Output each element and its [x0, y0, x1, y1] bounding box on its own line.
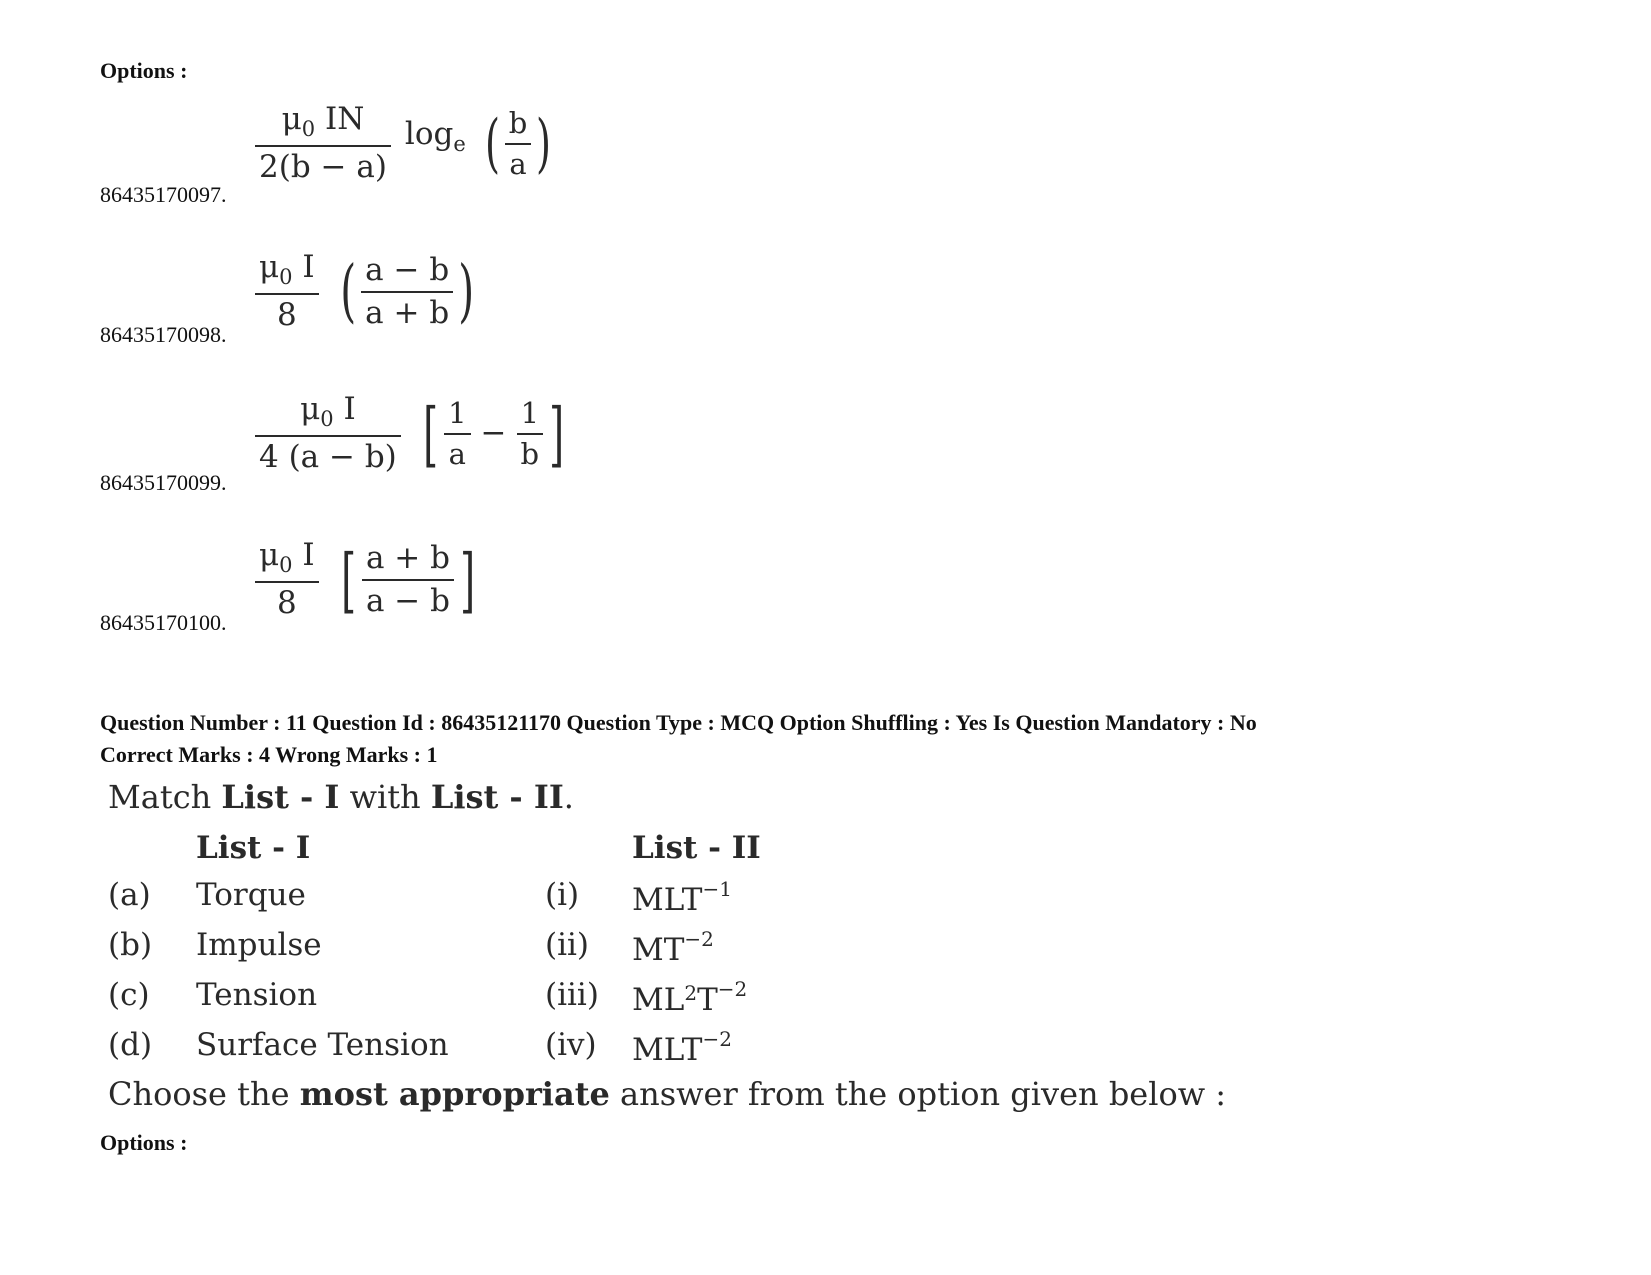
list2-header: List - II [632, 830, 761, 866]
list1-key: (a) [108, 877, 151, 913]
option-id: 86435170097. [100, 182, 227, 207]
question-marks: Correct Marks : 4 Wrong Marks : 1 [100, 742, 438, 767]
list1-key: (d) [108, 1027, 153, 1063]
fraction: $\frac{1}{b}$ [517, 399, 544, 469]
option-id: 86435170100. [100, 610, 227, 635]
options-heading: Options : [100, 58, 188, 83]
list1-header: List - I [196, 830, 311, 866]
list2-item: $ML^2T^{-2}$ [632, 977, 748, 1018]
list2-key: (i) [545, 877, 580, 913]
fraction: $\frac{b}{a}$ [505, 109, 532, 179]
list1-item: Surface Tension [196, 1027, 449, 1063]
instruction: Choose the most appropriate answer from the option given below : [108, 1075, 1227, 1113]
list2-item: $MLT^{-1}$ [632, 877, 732, 918]
list1-item: Impulse [196, 927, 322, 963]
log-term: $\log_e$ [404, 115, 466, 156]
fraction: $\frac{\mu_0 IN}{2(b - a)}$ [255, 104, 391, 183]
fraction: $\frac{a - b}{a + b}$ [361, 255, 453, 329]
list1-item: Torque [196, 877, 306, 913]
option-id: 86435170098. [100, 322, 227, 347]
list2-key: (iii) [545, 977, 599, 1013]
list2-key: (iv) [545, 1027, 597, 1063]
options-heading: Options : [100, 1130, 188, 1155]
fraction: $\frac{a + b}{a - b}$ [362, 543, 454, 617]
question-prompt: Match List - I with List - II. [108, 778, 574, 816]
list1-item: Tension [196, 977, 318, 1013]
list2-item: $MT^{-2}$ [632, 927, 714, 968]
option-formula: $\frac{\mu_0 I}{8}$ ( $\frac{a - b}{a + b}$ ) [255, 252, 480, 331]
question-meta: Question Number : 11 Question Id : 86435121170 Question Type : MCQ Option Shuffling : Yes Is Question Mandatory : No [100, 710, 1257, 735]
list1-key: (b) [108, 927, 153, 963]
fraction: $\frac{1}{a}$ [444, 399, 470, 469]
minus-sign: − [480, 415, 507, 451]
list2-item: $MLT^{-2}$ [632, 1027, 732, 1068]
option-id: 86435170099. [100, 470, 227, 495]
fraction: $\frac{\mu_0 I}{8}$ [255, 540, 319, 619]
list2-key: (ii) [545, 927, 590, 963]
fraction: $\frac{\mu_0 I}{4 (a - b)}$ [255, 394, 401, 473]
list1-key: (c) [108, 977, 150, 1013]
option-formula: $\frac{\mu_0 I}{4 (a - b)}$ [ $\frac{1}{a}$ − $\frac{1}{b}$ ] [255, 394, 570, 473]
fraction: $\frac{\mu_0 I}{8}$ [255, 252, 319, 331]
option-formula: $\frac{\mu_0 I}{8}$ [ $\frac{a + b}{a - b}$ ] [255, 540, 481, 619]
option-formula: $\frac{\mu_0 IN}{2(b - a)}$ $\log_e$ ( $\frac{b}{a}$ ) [255, 104, 556, 183]
